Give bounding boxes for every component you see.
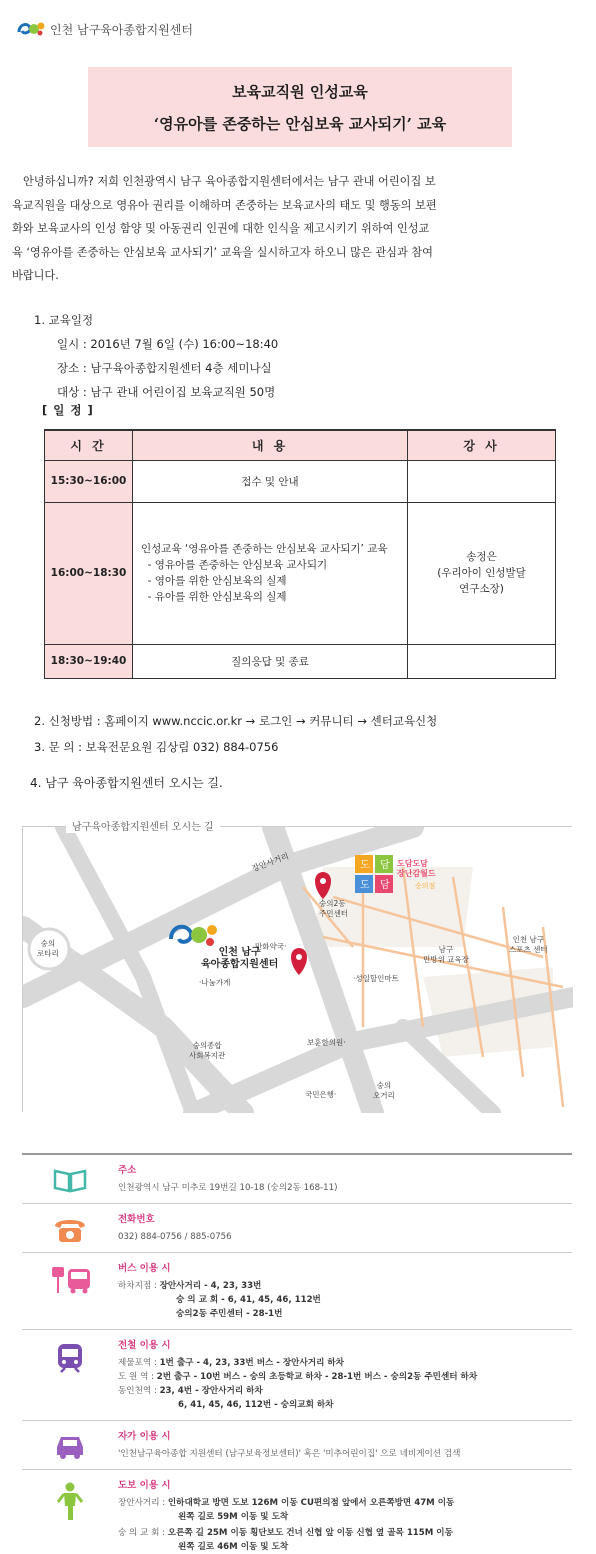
detail-line <box>118 1279 572 1293</box>
row-speaker: 송정은 (우리아이 인성발달 연구소장) <box>408 502 556 644</box>
line-text: 숭의2동 주민센터 - 28-1번 <box>176 1309 283 1319</box>
bus-stop-icon <box>22 1262 118 1321</box>
line-text: 1번 출구 - 4, 23, 33번 버스 - 장안사거리 하차 <box>159 1358 344 1368</box>
schedule-info <box>34 308 278 404</box>
map-label-jangan: 장안사거리 <box>250 851 291 874</box>
info-target: 대상 : 남구 관내 어린이집 보육교직원 50명 <box>57 385 276 399</box>
detail-line <box>118 1526 572 1540</box>
content-line: 인성교육 ‘영유아를 존중하는 안심보육 교사되기’ 교육 <box>141 543 388 555</box>
row-content <box>133 502 408 644</box>
apply-method: 2. 신청방법 : 홈페이지 www.nccic.or.kr → 로그인 → 커뮤니티 → 센터교육신청 <box>34 714 438 728</box>
walking-person-icon <box>22 1479 118 1554</box>
detail-row-car <box>22 1421 572 1470</box>
map-dam-1: 담 <box>380 860 390 871</box>
detail-heading: 자가 이용 시 <box>118 1431 171 1442</box>
row-time: 15:30~16:00 <box>45 460 133 502</box>
intro-line: 바랍니다. <box>12 269 59 282</box>
title-line-2: ‘영유아를 존중하는 안심보육 교사되기’ 교육 <box>153 114 447 133</box>
map-label-bohun: 보훈한의원· <box>307 1038 346 1047</box>
line-text: 왼쪽 길로 59M 이동 및 도착 <box>178 1512 289 1522</box>
detail-line <box>118 1398 572 1412</box>
line-prefix: 장안사거리 : <box>118 1498 166 1508</box>
map-label-manhwa: 만화약국· <box>255 942 287 951</box>
row-content: 질의응답 및 종료 <box>133 644 408 678</box>
directions-details <box>22 1153 572 1554</box>
line-prefix: 도 원 역 : <box>118 1372 154 1382</box>
detail-line <box>118 1384 572 1398</box>
row-time: 16:00~18:30 <box>45 502 133 644</box>
header-speaker: 강 사 <box>408 430 556 460</box>
detail-row-address <box>22 1155 572 1204</box>
detail-line: 인천광역시 남구 미추로 19번길 10-18 (숭의2동 168-11) <box>118 1183 338 1193</box>
logo-text: 인천 남구육아종합지원센터 <box>50 22 193 37</box>
detail-row-phone <box>22 1204 572 1253</box>
detail-line <box>118 1510 572 1524</box>
book-icon <box>22 1164 118 1195</box>
table-row <box>45 644 556 678</box>
map-label-seongil: ·성일할인마트 <box>353 974 399 983</box>
header-content: 내 용 <box>133 430 408 460</box>
detail-row-subway <box>22 1330 572 1421</box>
line-text: 장안사거리 - 4, 23, 33번 <box>159 1281 262 1291</box>
subway-icon <box>22 1339 118 1412</box>
row-speaker <box>408 644 556 678</box>
intro-line: 화와 보육교사의 인성 함양 및 아동권리 인권에 대한 인식을 제고시키기 위하여 인성교 <box>12 222 430 235</box>
line-text: 2번 출구 - 10번 버스 - 숭의 초등학교 하차 - 28-1번 버스 - 숭의2동 주민센터 하차 <box>156 1372 478 1382</box>
schedule-table <box>44 429 556 679</box>
logo-mark-icon <box>16 18 46 40</box>
center-logo <box>16 18 193 40</box>
map-label-dodam-sub: 숭의점 <box>415 882 436 890</box>
map-drawing <box>23 827 573 1113</box>
info-heading: 1. 교육일정 <box>34 313 94 327</box>
map-label-rotary: 숭의 로타리 <box>37 939 59 958</box>
detail-heading: 도보 이용 시 <box>118 1480 171 1491</box>
map-label-kookmin: 국민은행· <box>305 1090 337 1099</box>
info-date: 일시 : 2016년 7월 6일 (수) 16:00~18:40 <box>57 337 279 351</box>
contact-info: 3. 문 의 : 보육전문요원 김상림 032) 884-0756 <box>34 740 279 754</box>
map-label-ogeori: 숭의 오거리 <box>373 1081 395 1100</box>
row-content: 접수 및 안내 <box>133 460 408 502</box>
line-text: 숭 의 교 회 - 6, 41, 45, 46, 112번 <box>176 1295 321 1305</box>
location-map <box>22 826 572 1112</box>
info-place: 장소 : 남구육아종합지원센터 4층 세미나실 <box>57 361 272 375</box>
detail-line <box>118 1356 572 1370</box>
line-text: 왼쪽 길로 46M 이동 및 도착 <box>178 1542 289 1552</box>
detail-heading: 버스 이용 시 <box>118 1263 171 1274</box>
map-do-1: 도 <box>360 860 370 871</box>
line-text: 인하대학교 방면 도보 126M 이동 CU편의점 앞에서 오른쪽방면 47M 이동 <box>167 1498 455 1508</box>
intro-line: 안녕하십니까? 저희 인천광역시 남구 육아종합지원센터에서는 남구 관내 어린이집 보 <box>23 175 436 188</box>
detail-line <box>118 1307 572 1321</box>
intro-line: 육 ‘영유아를 존중하는 안심보육 교사되기’ 교육을 실시하고자 하오니 많은 관심과 참여 <box>12 245 433 259</box>
map-dam-2: 담 <box>380 880 390 891</box>
row-speaker <box>408 460 556 502</box>
schedule-label: [ 일 정 ] <box>42 403 94 417</box>
title-line-1: 보육교직원 인성교육 <box>232 82 368 101</box>
title-banner <box>88 67 512 147</box>
map-label-center: 인천 남구 육아종합지원센터 <box>201 947 279 970</box>
detail-line <box>118 1540 572 1554</box>
map-label-sports: 인천 남구 스포츠 센터 <box>509 935 548 954</box>
detail-line: '인천남구육아종합 지원센터 (남구보육정보센터)' 혹은 '미추어린이집' 으로 네비게이션 검색 <box>118 1449 461 1459</box>
directions-title: 4. 남구 육아종합지원센터 오시는 길. <box>30 776 223 790</box>
line-prefix: 하차지점 : <box>118 1281 157 1291</box>
map-label-minbang: 남구 민방위 교육장 <box>423 945 469 964</box>
map-label-welfare: 숭의종합 사회복지관 <box>189 1041 226 1060</box>
intro-line: 육교직원을 대상으로 영유아 권리를 이해하며 존중하는 보육교사의 태도 및 행동의 보편 <box>12 198 437 212</box>
phone-icon <box>22 1213 118 1244</box>
detail-line <box>118 1496 572 1510</box>
table-row <box>45 502 556 644</box>
map-do-2: 도 <box>360 880 370 891</box>
row-time: 18:30~19:40 <box>45 644 133 678</box>
table-row <box>45 460 556 502</box>
apply-contact <box>34 708 437 760</box>
header-time: 시 간 <box>45 430 133 460</box>
line-prefix: 제물포역 : <box>118 1358 157 1368</box>
map-frame-label: 남구육아종합지원센터 오시는 길 <box>66 818 220 833</box>
line-text: 오른쪽 길 25M 이동 횡단보도 건너 신협 앞 이동 신협 옆 골목 115M 이동 <box>167 1528 453 1538</box>
detail-line <box>118 1293 572 1307</box>
map-label-dodam: 도담도담 장난감월드 <box>397 859 436 878</box>
line-prefix: 숭 의 교 회 : <box>118 1528 166 1538</box>
detail-heading: 전화번호 <box>118 1214 155 1225</box>
line-text: 23, 4번 - 장안사거리 하차 <box>159 1386 263 1396</box>
car-icon <box>22 1430 118 1461</box>
detail-heading: 전철 이용 시 <box>118 1340 171 1351</box>
detail-line <box>118 1370 572 1384</box>
content-line: - 영아를 위한 안심보육의 실제 <box>141 575 287 587</box>
detail-heading: 주소 <box>118 1165 137 1176</box>
map-label-nanum: ·나눔가게 <box>199 978 231 987</box>
map-label-dongeui2: 숭의2동 주민센터 <box>319 899 348 918</box>
detail-row-bus <box>22 1253 572 1330</box>
line-prefix: 동인천역 : <box>118 1386 157 1396</box>
content-line: - 유아를 위한 안심보육의 실제 <box>141 591 287 603</box>
content-line: - 영유아를 존중하는 안심보육 교사되기 <box>141 559 328 571</box>
detail-line: 032) 884-0756 / 885-0756 <box>118 1232 232 1242</box>
line-text: 6, 41, 45, 46, 112번 - 숭의교회 하차 <box>178 1400 334 1410</box>
table-header-row <box>45 430 556 460</box>
detail-row-walk <box>22 1470 572 1554</box>
intro-paragraph <box>12 170 586 288</box>
